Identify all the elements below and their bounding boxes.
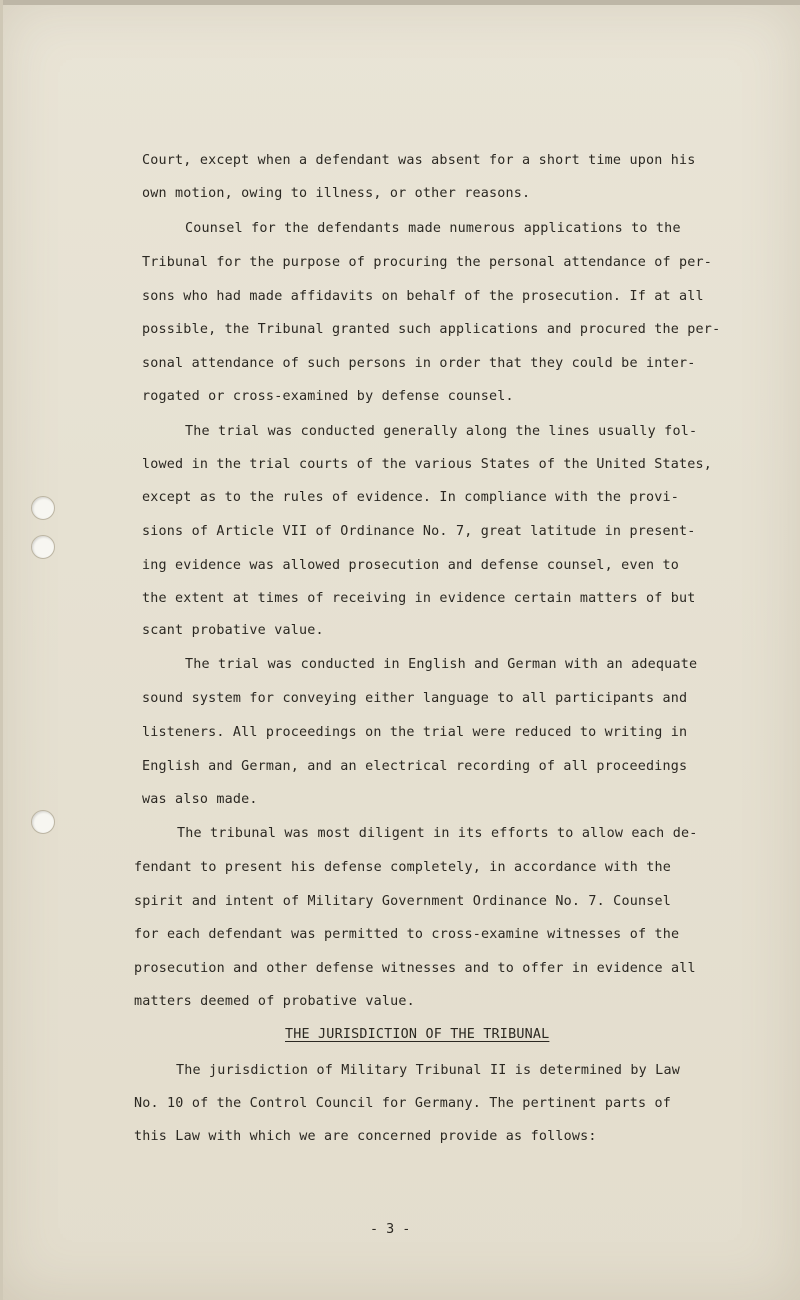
text-line: matters deemed of probative value.	[134, 994, 415, 1009]
text-line: Court, except when a defendant was absent for a short time upon his	[142, 153, 696, 168]
text-line: ing evidence was allowed prosecution and defense counsel, even to	[142, 558, 680, 573]
page-left-edge	[0, 0, 3, 1300]
text-line: prosecution and other defense witnesses and to offer in evidence all	[134, 961, 696, 976]
text-line: English and German, and an electrical recording of all proceedings	[142, 759, 688, 774]
text-line: sound system for conveying either language to all participants and	[142, 691, 688, 706]
text-line: fendant to present his defense completely, in accordance with the	[134, 860, 672, 875]
text-line: except as to the rules of evidence. In compliance with the provi-	[142, 490, 680, 505]
text-line: this Law with which we are concerned provide as follows:	[134, 1129, 597, 1144]
page-number: - 3 -	[370, 1222, 411, 1237]
text-line: Counsel for the defendants made numerous applications to the	[185, 221, 681, 236]
text-line: sions of Article VII of Ordinance No. 7, great latitude in present-	[142, 524, 696, 539]
text-line: for each defendant was permitted to cross-examine witnesses of the	[134, 927, 680, 942]
text-line: was also made.	[142, 792, 258, 807]
text-line: own motion, owing to illness, or other reasons.	[142, 186, 531, 201]
text-line: sonal attendance of such persons in order that they could be inter-	[142, 356, 696, 371]
text-line: possible, the Tribunal granted such applications and procured the per-	[142, 322, 721, 337]
punch-hole	[31, 810, 55, 834]
text-line: rogated or cross-examined by defense counsel.	[142, 389, 514, 404]
text-line: The tribunal was most diligent in its efforts to allow each de-	[177, 826, 698, 841]
page-top-edge	[0, 0, 800, 5]
text-line: scant probative value.	[142, 623, 324, 638]
text-line: the extent at times of receiving in evidence certain matters of but	[142, 591, 696, 606]
punch-hole	[31, 496, 55, 520]
text-line: sons who had made affidavits on behalf of the prosecution. If at all	[142, 289, 704, 304]
text-line: spirit and intent of Military Government Ordinance No. 7. Counsel	[134, 894, 672, 909]
text-line: Tribunal for the purpose of procuring the personal attendance of per-	[142, 255, 713, 270]
text-line: The trial was conducted in English and German with an adequate	[185, 657, 698, 672]
text-line: No. 10 of the Control Council for Germany. The pertinent parts of	[134, 1096, 672, 1111]
section-heading: THE JURISDICTION OF THE TRIBUNAL	[285, 1027, 550, 1042]
punch-hole	[31, 535, 55, 559]
text-line: The trial was conducted generally along the lines usually fol-	[185, 424, 698, 439]
text-line: The jurisdiction of Military Tribunal II is determined by Law	[176, 1063, 680, 1078]
text-line: listeners. All proceedings on the trial were reduced to writing in	[142, 725, 688, 740]
text-line: lowed in the trial courts of the various States of the United States,	[142, 457, 713, 472]
